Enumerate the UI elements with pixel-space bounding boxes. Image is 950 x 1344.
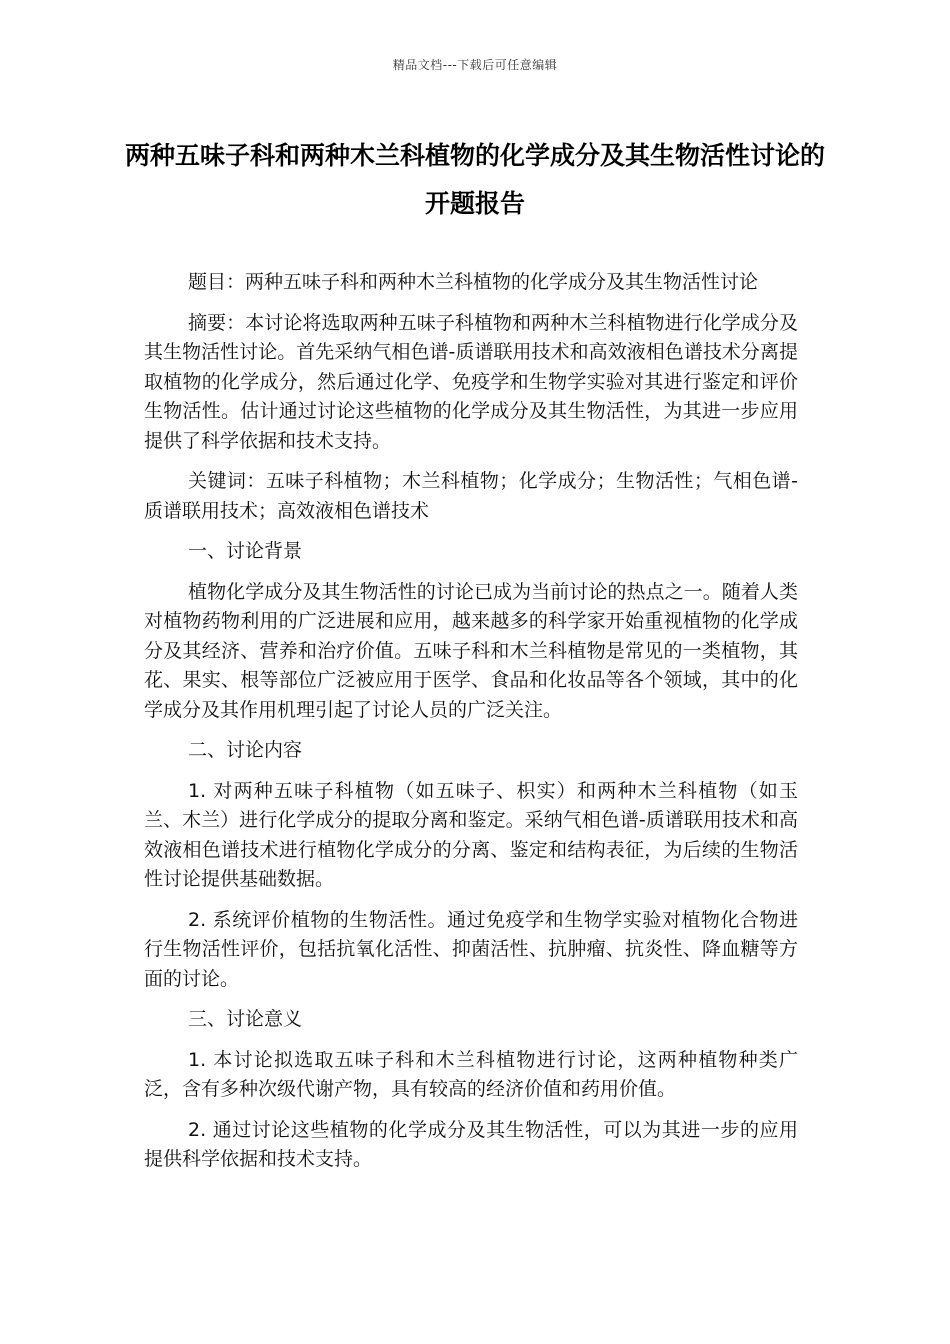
significance-item-1: 1. 本讨论拟选取五味子科和木兰科植物进行讨论，这两种植物种类广泛，含有多种次级代谢产物，具有较高的经济价值和药用价值。 xyxy=(144,1048,798,1100)
keywords-paragraph: 关键词：五味子科植物；木兰科植物；化学成分；生物活性；气相色谱-质谱联用技术；高效液相色谱技术 xyxy=(144,470,798,522)
header-note: 精品文档---下载后可任意编辑 xyxy=(392,58,558,72)
document-title: 两种五味子科和两种木兰科植物的化学成分及其生物活性讨论的开题报告 xyxy=(124,141,825,218)
content-item-2: 2. 系统评价植物的生物活性。通过免疫学和生物学实验对植物化合物进行生物活性评价，包括抗氧化活性、抑菌活性、抗肿瘤、抗炎性、降血糖等方面的讨论。 xyxy=(144,908,798,990)
section-heading-background: 一、讨论背景 xyxy=(188,540,303,562)
section-heading-content: 二、讨论内容 xyxy=(188,739,303,761)
content-item-1: 1. 对两种五味子科植物（如五味子、枳实）和两种木兰科植物（如玉兰、木兰）进行化学成分的提取分离和鉴定。采纳气相色谱-质谱联用技术和高效液相色谱技术进行植物化学成分的分离、鉴定和结构表征，为后续的生物活性讨论提供基础数据。 xyxy=(144,779,798,890)
significance-item-2: 2. 通过讨论这些植物的化学成分及其生物活性，可以为其进一步的应用提供科学依据和技术支持。 xyxy=(144,1118,798,1170)
section-heading-significance: 三、讨论意义 xyxy=(188,1008,303,1030)
abstract-paragraph: 摘要：本讨论将选取两种五味子科植物和两种木兰科植物进行化学成分及其生物活性讨论。首先采纳气相色谱-质谱联用技术和高效液相色谱技术分离提取植物的化学成分，然后通过化学、免疫学和生物学实验对其进行鉴定和评价生物活性。估计通过讨论这些植物的化学成分及其生物活性，为其进一步应用提供了科学依据和技术支持。 xyxy=(144,311,798,452)
document-body xyxy=(144,268,798,1186)
background-paragraph: 植物化学成分及其生物活性的讨论已成为当前讨论的热点之一。随着人类对植物药物利用的广泛进展和应用，越来越多的科学家开始重视植物的化学成分及其经济、营养和治疗价值。五味子科和木兰科植物是常见的一类植物，其花、果实、根等部位广泛被应用于医学、食品和化妆品等各个领域，其中的化学成分及其作用机理引起了讨论人员的广泛关注。 xyxy=(144,580,798,721)
topic-paragraph: 题目：两种五味子科和两种木兰科植物的化学成分及其生物活性讨论 xyxy=(188,271,759,293)
